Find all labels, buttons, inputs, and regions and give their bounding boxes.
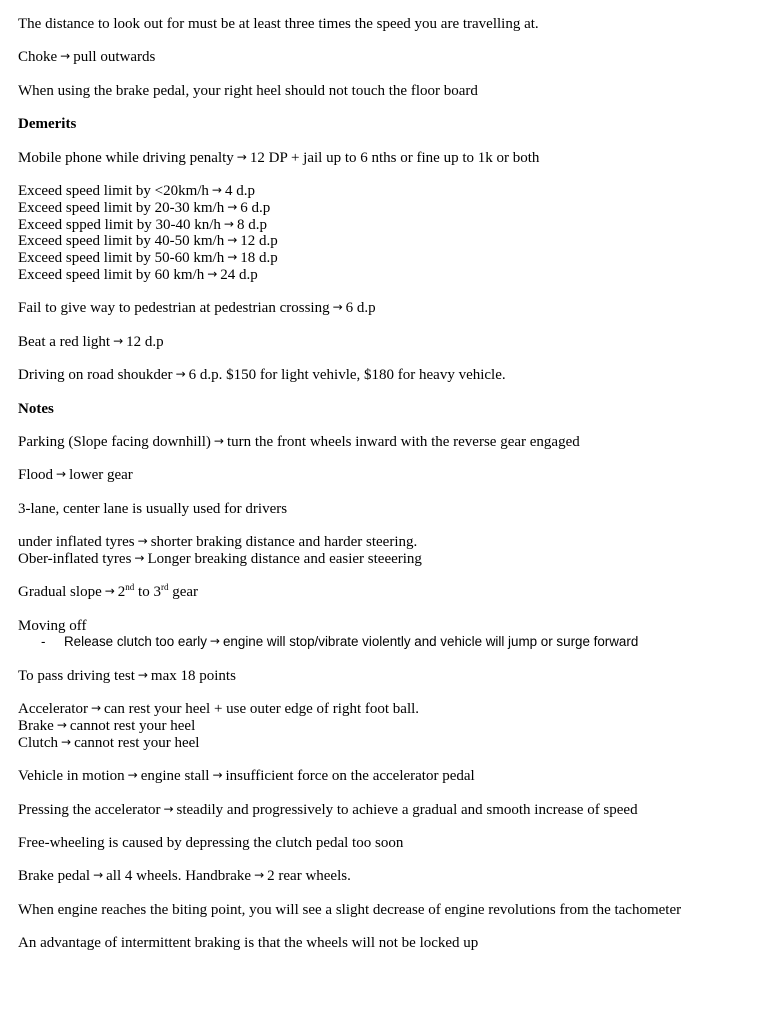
text-fragment: under inflated tyres [18, 534, 135, 551]
text-fragment: Gradual slope [18, 584, 102, 601]
text-fragment: 2 rear wheels. [267, 868, 351, 885]
arrow-icon: → [90, 701, 102, 716]
text-fragment: 6 d.p [240, 199, 271, 216]
document-page [18, 16, 758, 952]
text-fragment: Beat a red light [18, 333, 111, 350]
text-fragment: 2 [117, 584, 126, 601]
list-item [18, 200, 758, 217]
note-parking [18, 434, 758, 451]
list-item [18, 634, 758, 651]
text-fragment: 6 d.p. $150 for light vehivle, $180 for heavy vehicle. [188, 367, 506, 384]
arrow-icon: → [137, 534, 148, 549]
list-item [18, 718, 758, 735]
text-fragment: engine stall [140, 768, 210, 785]
list-item [18, 250, 758, 267]
arrow-icon: → [56, 718, 67, 733]
pedal-notes [18, 701, 758, 751]
text-fragment: Driving on road shoukder [18, 367, 173, 384]
text-fragment: nd [125, 582, 135, 593]
arrow-icon: → [113, 333, 124, 348]
text-fragment: Vehicle in motion [18, 768, 125, 785]
note-lookout-distance: The distance to look out for must be at least three times the speed you are travelling at. [18, 16, 539, 32]
text-fragment: Accelerator [18, 701, 88, 718]
arrow-icon: → [236, 149, 247, 164]
heading-demerits: Demerits [18, 116, 77, 133]
text-fragment: shorter braking distance and harder steering. [150, 534, 418, 551]
text-fragment: 12 DP + jail up to 6 nths or fine up to 1k or both [249, 149, 540, 166]
text-fragment: engine will stop/vibrate violently and vehicle will jump or surge forward [222, 634, 639, 650]
note-biting-point: When engine reaches the biting point, you will see a slight decrease of engine revolutions from the tachometer [18, 901, 682, 918]
text-fragment: Pressing the accelerator [18, 801, 161, 818]
arrow-icon: → [134, 550, 145, 565]
text-fragment: Longer breaking distance and easier steeering [147, 550, 422, 567]
text-fragment: steadily and progressively to achieve a gradual and smooth increase of speed [176, 801, 638, 818]
tyre-notes [18, 534, 758, 568]
arrow-icon: → [61, 734, 72, 749]
text-fragment: Parking (Slope facing downhill) [18, 433, 211, 450]
text-fragment: Exceed spped limit by 30-40 kn/h [18, 216, 221, 233]
text-fragment: Exceed speed limit by <20km/h [18, 182, 209, 199]
text-fragment: Release clutch too early [64, 634, 207, 650]
text-fragment: Clutch [18, 734, 58, 751]
arrow-icon: → [127, 768, 138, 783]
arrow-icon: → [209, 634, 220, 649]
text-fragment: 8 d.p [236, 216, 267, 233]
heading-notes: Notes [18, 400, 54, 417]
note-flood [18, 467, 758, 484]
text-fragment: Fail to give way to pedestrian at pedestrian crossing [18, 300, 330, 317]
text-fragment: To pass driving test [18, 667, 135, 684]
note-red-light [18, 334, 758, 351]
arrow-icon: → [56, 467, 67, 482]
text-fragment: Exceed speed limit by 50-60 km/h [18, 250, 225, 267]
text-fragment: 12 d.p [240, 233, 278, 250]
text-fragment: Flood [18, 467, 54, 484]
list-item [18, 217, 758, 234]
note-mobile-phone [18, 150, 758, 167]
note-road-shoulder [18, 367, 758, 384]
arrow-icon: → [254, 868, 265, 883]
text-fragment: lower gear [69, 467, 133, 484]
arrow-icon: → [213, 433, 224, 448]
note-engine-stall [18, 768, 758, 785]
list-item [18, 267, 758, 284]
arrow-icon: → [227, 250, 238, 265]
text-fragment: Choke [18, 49, 58, 66]
text-fragment: turn the front wheels inward with the reverse gear engaged [226, 433, 580, 450]
text-fragment: 4 d.p [224, 182, 255, 199]
arrow-icon: → [93, 868, 104, 883]
note-choke [18, 49, 758, 66]
note-intermittent-braking: An advantage of intermittent braking is that the wheels will not be locked up [18, 935, 479, 952]
text-fragment: insufficient force on the accelerator pedal [225, 768, 475, 785]
note-brake-heel: When using the brake pedal, your right heel should not touch the floor board [18, 82, 478, 99]
text-fragment: Ober-inflated tyres [18, 550, 132, 567]
text-fragment: cannot rest your heel [74, 734, 200, 751]
text-fragment: Exceed speed limit by 20-30 km/h [18, 199, 225, 216]
arrow-icon: → [175, 367, 186, 382]
text-fragment: 12 d.p [126, 333, 164, 350]
text-fragment: 3 [153, 584, 161, 601]
note-free-wheeling: Free-wheeling is caused by depressing the clutch pedal too soon [18, 834, 404, 851]
arrow-icon: → [163, 801, 174, 816]
arrow-icon: → [223, 216, 234, 231]
text-fragment: 6 d.p [345, 300, 376, 317]
list-item [18, 233, 758, 250]
arrow-icon: → [207, 266, 218, 281]
note-brake-wheels [18, 868, 758, 885]
list-item [18, 551, 758, 568]
arrow-icon: → [60, 49, 71, 64]
text-fragment: to [138, 584, 150, 601]
note-gradual-slope [18, 584, 758, 601]
arrow-icon: → [227, 233, 238, 248]
note-moving-off: Moving off [18, 617, 87, 634]
arrow-icon: → [211, 182, 222, 197]
list-item [18, 735, 758, 752]
arrow-icon: → [227, 199, 238, 214]
text-fragment: Exceed speed limit by 60 km/h [18, 266, 205, 283]
speed-penalty-list [18, 183, 758, 284]
arrow-icon: → [104, 584, 115, 599]
text-fragment: max 18 points [150, 667, 236, 684]
note-pressing-accelerator [18, 802, 758, 819]
list-item [18, 701, 758, 718]
text-fragment: Brake [18, 718, 54, 735]
note-pass-test [18, 668, 758, 685]
arrow-icon: → [137, 667, 148, 682]
text-fragment: pull outwards [73, 49, 156, 66]
text-fragment: 24 d.p [220, 266, 258, 283]
list-item [18, 183, 758, 200]
text-fragment: 18 d.p [240, 250, 278, 267]
dash-bullet: - [41, 634, 46, 650]
text-fragment: all 4 wheels. Handbrake [106, 868, 252, 885]
arrow-icon: → [212, 768, 223, 783]
list-item [18, 534, 758, 551]
text-fragment: gear [172, 584, 199, 601]
text-fragment: Exceed speed limit by 40-50 km/h [18, 233, 225, 250]
text-fragment: Mobile phone while driving penalty [18, 149, 234, 166]
text-fragment: can rest your heel + use outer edge of right foot ball. [104, 701, 420, 718]
arrow-icon: → [332, 300, 343, 315]
note-pedestrian [18, 300, 758, 317]
note-three-lane: 3-lane, center lane is usually used for drivers [18, 500, 288, 517]
text-fragment: rd [160, 582, 169, 593]
text-fragment: Brake pedal [18, 868, 91, 885]
text-fragment: cannot rest your heel [69, 718, 196, 735]
